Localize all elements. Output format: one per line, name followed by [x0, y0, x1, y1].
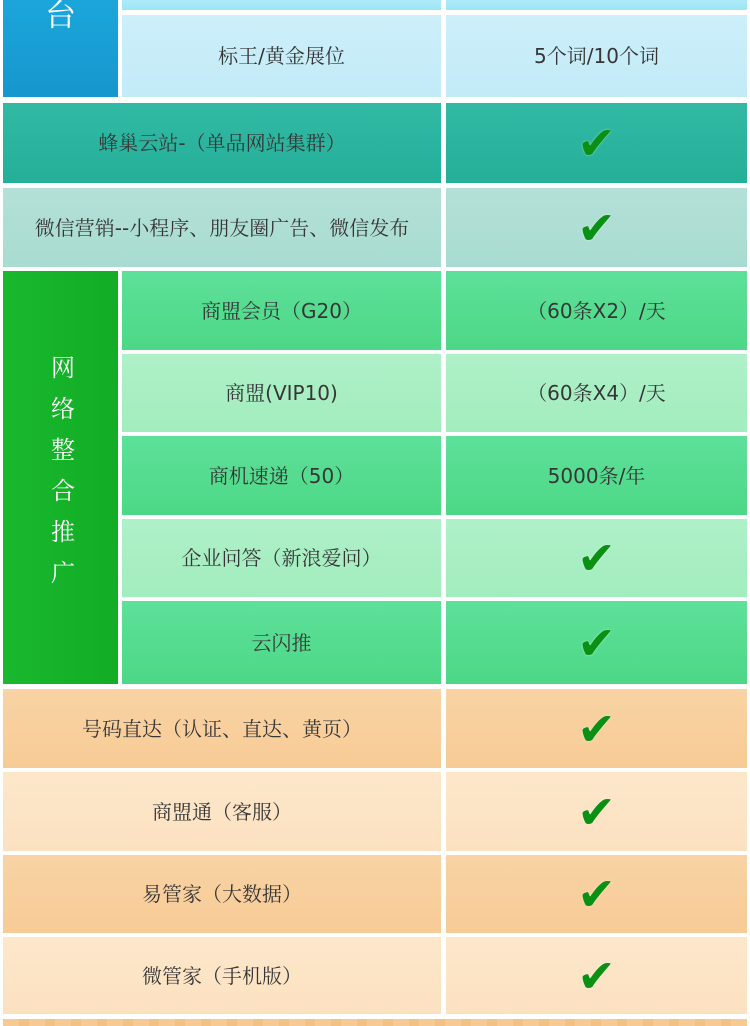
check-icon: ✔: [577, 615, 616, 670]
row-label: 商盟通（客服）: [3, 772, 441, 851]
partial-row-top: [3, 0, 747, 10]
row-value: [446, 772, 747, 851]
table-row: [3, 436, 747, 515]
row-label: 商盟(VIP10): [122, 354, 441, 432]
check-icon: ✔: [577, 784, 616, 839]
check-icon: ✔: [577, 867, 616, 921]
row-label: 蜂巢云站-（单品网站集群）: [3, 103, 441, 183]
check-icon: ✔: [577, 531, 616, 585]
row-value: 5个词/10个词: [446, 15, 747, 97]
row-value: [446, 601, 747, 684]
check-icon: ✔: [577, 701, 616, 756]
row-label: 云闪推: [122, 601, 441, 684]
table-row: [3, 188, 747, 267]
table-row: [3, 601, 747, 684]
row-label: 商机速递（50）: [122, 436, 441, 515]
row-value: [446, 519, 747, 597]
row-value: （60条X2）/天: [446, 271, 747, 350]
row-label: 企业问答（新浪爱问）: [122, 519, 441, 597]
partial-value-cell: [446, 0, 747, 10]
sidebar-platform-label: 台: [45, 0, 76, 34]
row-value: [446, 188, 747, 267]
row-label: 微管家（手机版）: [3, 937, 441, 1014]
row-value: [446, 937, 747, 1014]
table-row: [3, 15, 747, 97]
check-icon: ✔: [577, 948, 616, 1003]
check-icon: ✔: [577, 116, 616, 170]
row-label: 商盟会员（G20）: [122, 271, 441, 350]
row-value: [446, 689, 747, 768]
table-row: [3, 354, 747, 432]
table-row: [3, 103, 747, 183]
table-row: [3, 937, 747, 1014]
sidebar-network-promotion-label: 网络整合推广: [46, 354, 75, 601]
table-row: [3, 689, 747, 768]
row-label: 微信营销--小程序、朋友圈广告、微信发布: [3, 188, 441, 267]
row-label: 标王/黄金展位: [122, 15, 441, 97]
partial-label-cell: [122, 0, 441, 10]
table-row: [3, 772, 747, 851]
table-row: [3, 855, 747, 933]
check-icon: ✔: [577, 200, 616, 255]
row-value: （60条X4）/天: [446, 354, 747, 432]
row-value: [446, 855, 747, 933]
table-row: [3, 271, 747, 350]
partial-row-bottom: [3, 1019, 747, 1026]
row-value: [446, 103, 747, 183]
row-value: 5000条/年: [446, 436, 747, 515]
row-label: 号码直达（认证、直达、黄页）: [3, 689, 441, 768]
row-label: 易管家（大数据）: [3, 855, 441, 933]
table-row: [3, 519, 747, 597]
